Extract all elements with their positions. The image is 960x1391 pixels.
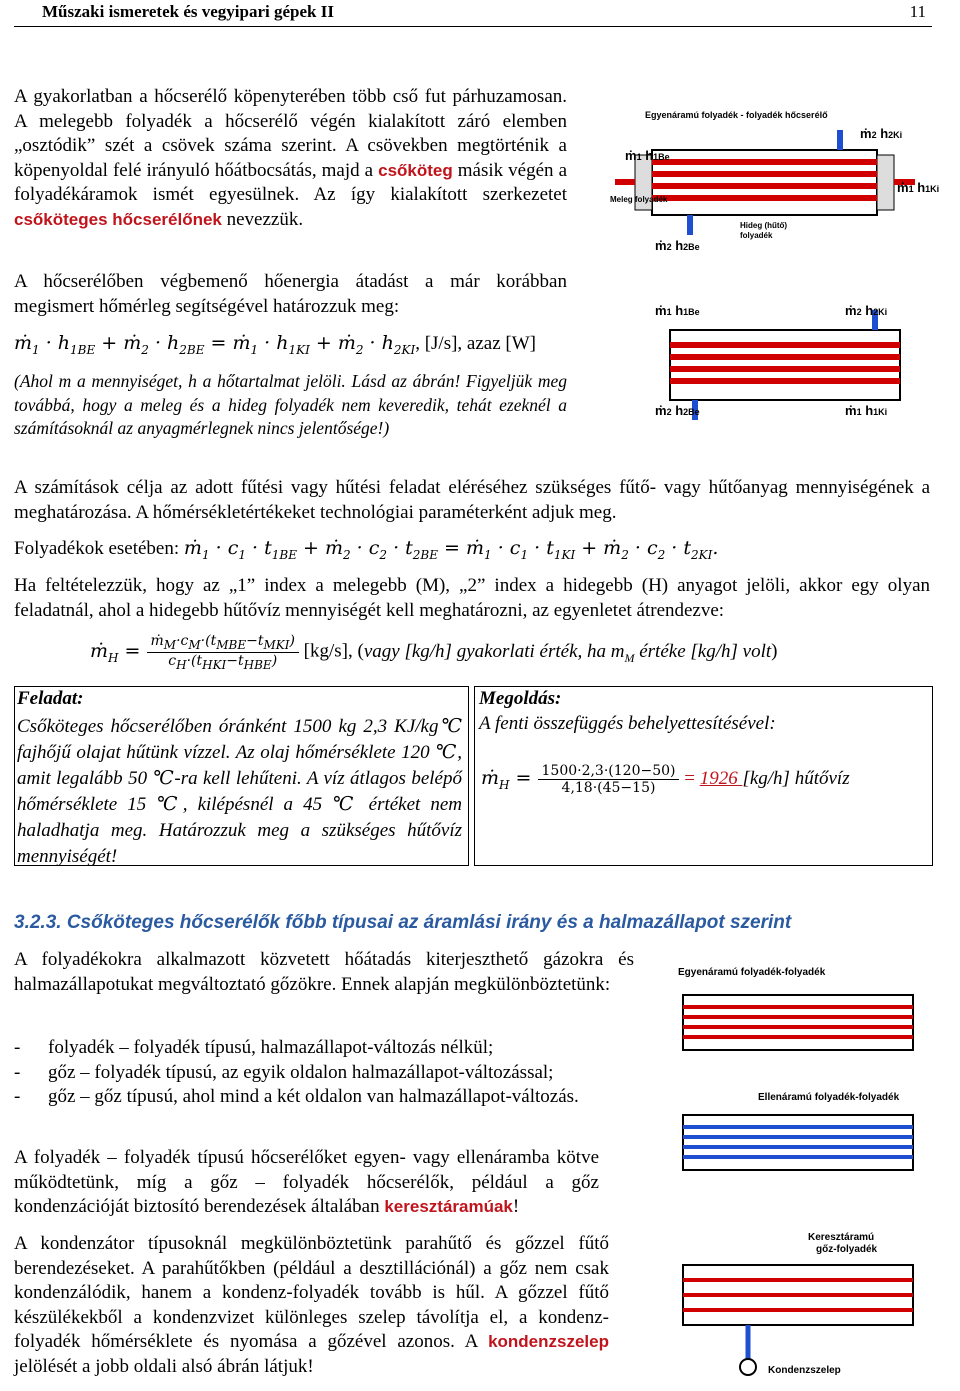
svg-text:folyadék: folyadék	[740, 231, 773, 240]
svg-text:Hideg (hűtő): Hideg (hűtő)	[740, 221, 788, 230]
task-text: Csőköteges hőcserélőben óránként 1500 kg 2,3 KJ/kg℃ fajhőjű olajat hűtünk vízzel. Az olaj hőmérséklete 120 ℃, amit legalább 50 ℃-ra kell lehűteni. A víz átlagos belépő hőmérséklete 15 ℃, kilépésnél a 45 ℃ értéket nem haladhatja meg. Határozzuk meg a szükséges hűtővíz mennyiségét!	[17, 715, 462, 867]
section-title: 3.2.3. Csőköteges hőcserélők főbb típusai az áramlási irány és a halmazállapot szerint	[14, 912, 792, 933]
svg-text:Meleg folyadék: Meleg folyadék	[610, 195, 668, 204]
solution-title: Megoldás:	[479, 688, 562, 709]
svg-text:Keresztáramú: Keresztáramú	[808, 1232, 875, 1243]
list-item: - gőz – gőz típusú, ahol mind a két oldalon van halmazállapot-változás.	[14, 1085, 588, 1110]
coolant-mass-flow-equation: ṁ$_H$ = $\frac{ṁ_M\cdot c_M\cdot(t_{MBE}-t_{MKI})}{c_H\cdot(t_{HKI}-t_{HBE})}$ [kg/s], (vagy [kg/h] gyakorlati érték, ha $m_M$ értéke [kg/h] volt)	[90, 633, 778, 672]
type-list	[14, 1036, 634, 1110]
svg-text:ṁ1 h1Be: ṁ1 h1Be	[655, 303, 700, 318]
intro-paragraph-1: A gyakorlatban a hőcserélő köpenyterében több cső fut párhuzamosan. A melegebb folyadék a hőcserélő végén kialakított záró elemben „osztódik” szét a csövek száma szerint. A csövekben megtörténik a köpenyoldal felé irányuló hőátbocsátás, majd a csőköteg másik végén a folyadékáramok ismét egyesülnek. Az így kialakított szerkezetet csőköteges hőcserélőnek nevezzük.	[14, 86, 568, 230]
svg-text:ṁ2 h2Ki: ṁ2 h2Ki	[845, 303, 888, 318]
note-paragraph: (Ahol m a mennyiséget, h a hőtartalmat jelöli. Lásd az ábrán! Figyeljük meg továbbá, hogy a meleg és a hideg folyadék nem keveredik, tehát ezeknél a számításoknál az anyagmérlegnek nincs jelentősége!)	[14, 371, 567, 438]
enthalpy-balance-equation: ṁ$_1$ · $h_{1BE}$ + ṁ$_2$ · $h_{2BE}$ = ṁ$_1$ · $h_{1KI}$ + ṁ$_2$ · $h_{2KI}$, [J/s], azaz [W]	[14, 332, 536, 357]
task-title: Feladat:	[17, 688, 84, 709]
solution-equation: ṁ$_H$ = $\frac{1500\cdot 2,3\cdot(120-50)}{4,18\cdot(45-15)}$ = 1926 [kg/h] hűtővíz	[481, 763, 850, 796]
header-title: Műszaki ismeretek és vegyipari gépek II	[42, 2, 334, 21]
solution-text: A fenti összefüggés behelyettesítésével:	[479, 712, 776, 734]
list-item: - folyadék – folyadék típusú, halmazállapot-változás nélkül;	[14, 1036, 634, 1061]
task-box	[14, 686, 469, 866]
svg-text:Kondenzszelep: Kondenzszelep	[768, 1365, 841, 1376]
intro-paragraph-2: A hőcserélőben végbemenő hőenergia átadást a már korábban megismert hőmérleg segítségével határozzuk meg:	[14, 271, 567, 317]
section-paragraph-1: A folyadékokra alkalmazott közvetett hőátadás kiterjeszthető gázokra és halmazállapotukat megváltoztató gőzökre. Ennek alapján megkülönböztetünk:	[14, 949, 634, 995]
fluids-equation: Folyadékok esetében: ṁ$_1$ · $c_1 \cdot t_{1BE}$ + ṁ$_2$ · $c_2 \cdot t_{2BE}$ = ṁ$_1$ · $c_1 \cdot t_{1KI}$ + ṁ$_2$ · $c_2 \cdot t_{2KI}$.	[14, 537, 719, 562]
svg-text:Egyenáramú folyadék-folyadék: Egyenáramú folyadék-folyadék	[678, 967, 826, 978]
page-header	[14, 0, 932, 27]
svg-text:ṁ1 h1Be: ṁ1 h1Be	[625, 148, 670, 163]
fig1-title: Egyenáramú folyadék - folyadék hőcserélő	[645, 110, 828, 120]
heat-exchanger-types-figure	[648, 955, 948, 1385]
svg-text:ṁ2 h2Be: ṁ2 h2Be	[655, 403, 700, 418]
section-paragraph-2: A folyadék – folyadék típusú hőcserélőket egyen- vagy ellenáramba kötve működtetünk, míg a gőz – folyadék hőcserélők, például a gőz kondenzációját biztosító berendezések általában keresztáramúak!	[14, 1147, 599, 1217]
svg-text:ṁ2 h2Be: ṁ2 h2Be	[655, 238, 700, 253]
intro-paragraph-3: A számítások célja az adott fűtési vagy hűtési feladat eléréséhez szükséges fűtő- vagy hűtőanyag mennyiségének a meghatározása. A hőmérsékletértékeket technológiai paraméterként adjuk meg.	[14, 477, 930, 523]
counter-flow-heat-exchanger-figure	[650, 295, 940, 445]
page-number: 11	[909, 2, 926, 21]
parallel-flow-heat-exchanger-figure	[605, 100, 950, 270]
list-item: - gőz – folyadék típusú, az egyik oldalon halmazállapot-változással;	[14, 1061, 634, 1086]
condensate-valve-icon	[740, 1359, 756, 1375]
solution-box	[474, 686, 933, 866]
svg-text:ṁ1 h1Ki: ṁ1 h1Ki	[897, 180, 940, 195]
svg-text:gőz-folyadék: gőz-folyadék	[816, 1244, 878, 1255]
svg-text:Ellenáramú folyadék-folyadék: Ellenáramú folyadék-folyadék	[758, 1092, 900, 1103]
section-paragraph-3: A kondenzátor típusoknál megkülönböztetünk parahűtő és gőzzel fűtő berendezéseket. A parahűtőkben (például a desztillációnál) a gőz nem csak kondenzálódik, hanem a kondenz-folyadék tovább is hűl. A gőzzel fűtő készülékekből a kondenzvizet különleges szelep távolítja el, a kondenz-folyadék hőmérséklete és nyomása a gőzével azonos. A kondenzszelep jelölését a jobb oldali alsó ábrán látjuk!	[14, 1233, 609, 1377]
solution-result: 1926	[699, 767, 743, 789]
svg-text:ṁ1 h1Ki: ṁ1 h1Ki	[845, 403, 888, 418]
intro-paragraph-5: Ha feltételezzük, hogy az „1” index a melegebb (M), „2” index a hidegebb (H) anyagot jelöli, akkor egy olyan feladatnál, ahol a hidegebb hűtővíz mennyiségét kell meghatározni, az egyenletet átrendezve:	[14, 575, 930, 621]
svg-text:ṁ2 h2Ki: ṁ2 h2Ki	[860, 126, 903, 141]
